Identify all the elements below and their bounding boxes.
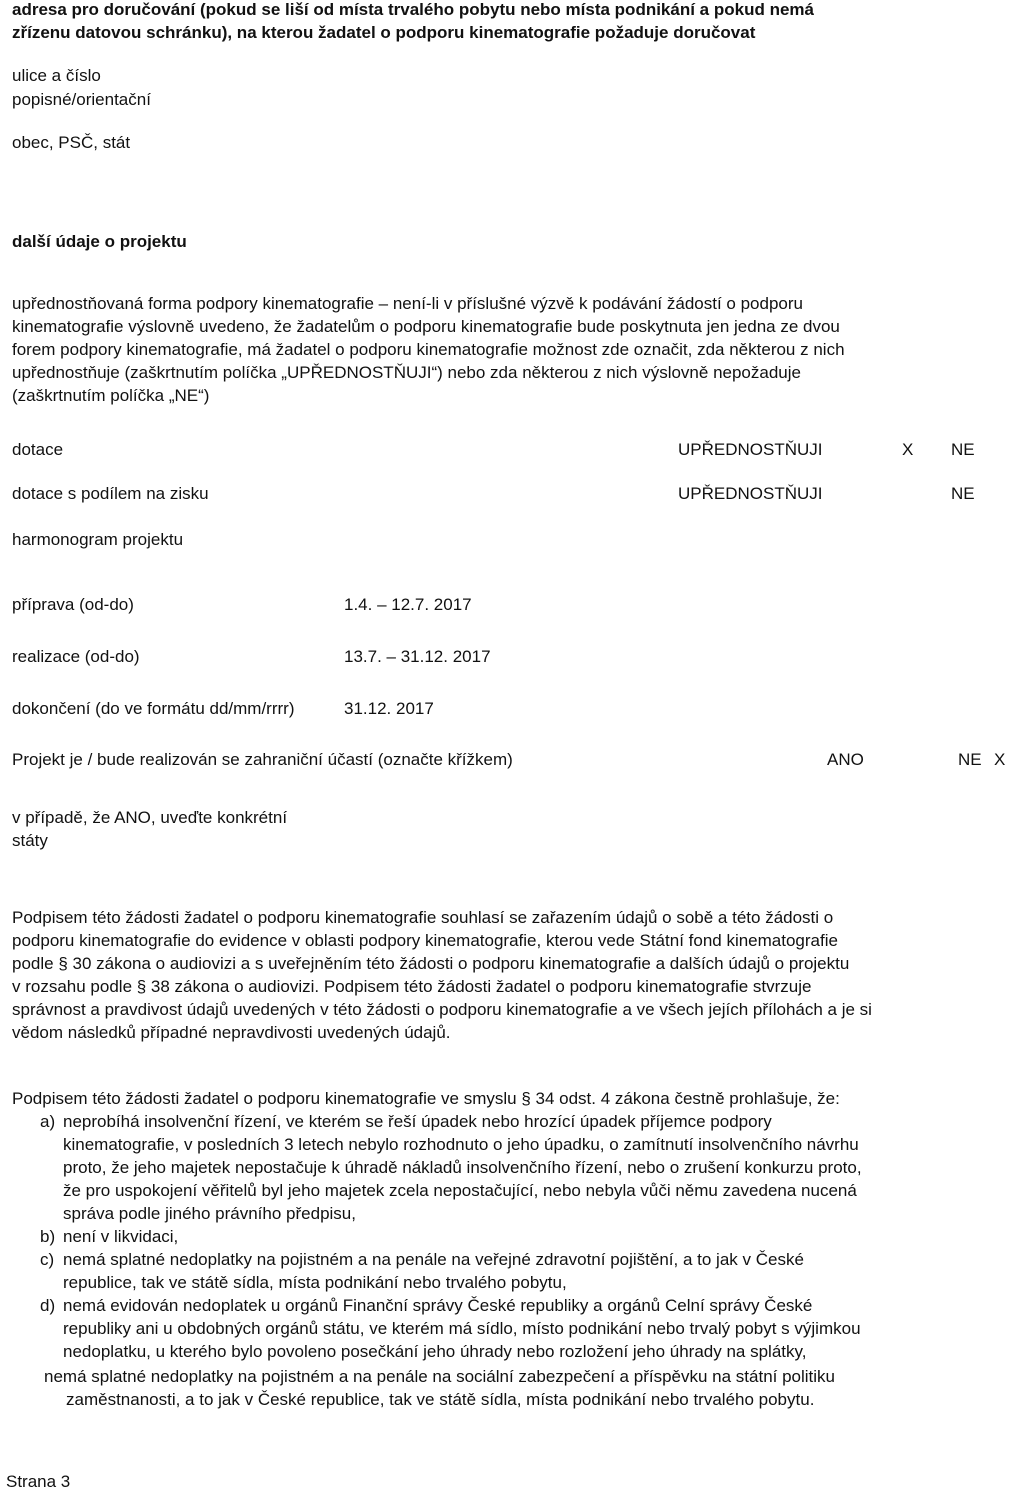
item-line: republiky ani u obdobných orgánů státu, ve kterém má sídlo, místo podnikání nebo trvalý pobyt s výjimkou <box>63 1319 861 1338</box>
project-heading: další údaje o projektu <box>12 232 187 251</box>
item-line: republice, tak ve státě sídla, místa podnikání nebo trvalého pobytu, <box>63 1273 567 1292</box>
done-label: dokončení (do ve formátu dd/mm/rrrr) <box>12 699 295 718</box>
foreign-ne-option[interactable]: NE <box>958 750 982 769</box>
dotace-prefer-option[interactable]: UPŘEDNOSTŇUJI <box>678 440 823 459</box>
preference-line: upřednostňovaná forma podpory kinematografie – není-li v příslušné výzvě k podávání žádostí o podporu <box>12 294 803 313</box>
street-label-2: popisné/orientační <box>12 90 151 109</box>
preference-line: kinematografie výslovně uvedeno, že žadatelům o podporu kinematografie bude poskytnuta jen jedna ze dvou <box>12 317 840 336</box>
preference-line: forem podpory kinematografie, má žadatel o podporu kinematografie možnost zde označit, zda některou z nich <box>12 340 845 359</box>
consent-paragraph <box>12 906 872 1044</box>
consent-line: v rozsahu podle § 38 zákona o audiovizi. Podpisem této žádosti žadatel o podporu kinematografie stvrzuje <box>12 977 812 996</box>
consent-line: správnost a pravdivost údajů uvedených v této žádosti o podporu kinematografie a ve všech jejích přílohách a je si <box>12 1000 872 1019</box>
declaration-item-a <box>40 1110 862 1225</box>
done-value: 31.12. 2017 <box>344 699 434 718</box>
item-line: nedoplatku, u kterého bylo povoleno posečkání jeho úhrady nebo rozložení jeho úhrady na splátky, <box>63 1342 807 1361</box>
dotace-label: dotace <box>12 440 64 459</box>
dotace-zisk-label: dotace s podílem na zisku <box>12 484 209 503</box>
item-line: že pro uspokojení věřitelů byl jeho majetek zcela nepostačující, nebo nebyla vůči němu zavedena nucená <box>63 1181 857 1200</box>
item-line: proto, že jeho majetek nepostačuje k úhradě nákladů insolvenčního řízení, nebo o zrušení konkurzu proto, <box>63 1158 862 1177</box>
preference-line: upřednostňuje (zaškrtnutím políčka „UPŘEDNOSTŇUJI“) nebo zda některou z nich výslovně nepožaduje <box>12 363 801 382</box>
address-heading-line-2: zřízenu datovou schránku), na kterou žadatel o podporu kinematografie požaduje doručovat <box>12 23 756 42</box>
page-number: Strana 3 <box>6 1472 71 1491</box>
prep-label: příprava (od-do) <box>12 595 134 614</box>
schedule-heading: harmonogram projektu <box>12 530 184 549</box>
preference-paragraph <box>12 292 845 407</box>
list-label: a) <box>40 1112 56 1131</box>
states-label-1: v případě, že ANO, uveďte konkrétní <box>12 808 288 827</box>
dotace-ne-option[interactable]: NE <box>951 440 975 459</box>
declaration-item-c <box>40 1248 804 1294</box>
item-line: neprobíhá insolvenční řízení, ve kterém se řeší úpadek nebo hrozící úpadek příjemce podpory <box>63 1112 772 1131</box>
city-label: obec, PSČ, stát <box>12 133 131 152</box>
declaration-extra-line-2: zaměstnanosti, a to jak v České republice, tak ve státě sídla, místa podnikání nebo trvalého pobytu. <box>66 1390 815 1409</box>
item-line: nemá evidován nedoplatek u orgánů Finanční správy České republiky a orgánů Celní správy České <box>63 1296 813 1315</box>
item-line: nemá splatné nedoplatky na pojistném a na penále na veřejné zdravotní pojištění, a to jak v České <box>63 1250 804 1269</box>
consent-line: podle § 30 zákona o audiovizi a s uveřejněním této žádosti o podporu kinematografie a dalších údajů o projektu <box>12 954 850 973</box>
dotace-zisk-prefer-option[interactable]: UPŘEDNOSTŇUJI <box>678 484 823 503</box>
item-line: správa podle jiného právního předpisu, <box>63 1204 356 1223</box>
declaration-item-b <box>40 1225 178 1248</box>
item-line: kinematografie, v posledních 3 letech nebylo rozhodnuto o jeho úpadku, o zamítnutí insolvenčního návrhu <box>63 1135 859 1154</box>
prep-value: 1.4. – 12.7. 2017 <box>344 595 472 614</box>
preference-line: (zaškrtnutím políčka „NE“) <box>12 386 210 405</box>
item-line: není v likvidaci, <box>63 1227 179 1246</box>
consent-line: podporu kinematografie do evidence v oblasti podpory kinematografie, kterou vede Státní fond kinematografie <box>12 931 838 950</box>
consent-line: Podpisem této žádosti žadatel o podporu kinematografie souhlasí se zařazením údajů o sobě a této žádosti o <box>12 908 834 927</box>
declaration-item-d <box>40 1294 861 1363</box>
consent-line: vědom následků případné nepravdivosti uvedených údajů. <box>12 1023 451 1042</box>
states-label-2: státy <box>12 831 48 850</box>
street-label-1: ulice a číslo <box>12 66 101 85</box>
list-label: b) <box>40 1227 56 1246</box>
list-label: c) <box>40 1250 55 1269</box>
list-label: d) <box>40 1296 56 1315</box>
foreign-ne-mark[interactable]: X <box>994 750 1006 769</box>
declaration-intro: Podpisem této žádosti žadatel o podporu kinematografie ve smyslu § 34 odst. 4 zákona čestně prohlašuje, že: <box>12 1089 840 1108</box>
real-label: realizace (od-do) <box>12 647 140 666</box>
foreign-question: Projekt je / bude realizován se zahraniční účastí (označte křížkem) <box>12 750 513 769</box>
address-heading-line-1: adresa pro doručování (pokud se liší od místa trvalého pobytu nebo místa podnikání a pokud nemá <box>12 0 814 19</box>
dotace-prefer-mark[interactable]: X <box>902 440 914 459</box>
dotace-zisk-ne-option[interactable]: NE <box>951 484 975 503</box>
foreign-ano-option[interactable]: ANO <box>827 750 864 769</box>
declaration-extra-line-1: nemá splatné nedoplatky na pojistném a na penále na sociální zabezpečení a příspěvku na státní politiku <box>44 1367 836 1386</box>
real-value: 13.7. – 31.12. 2017 <box>344 647 491 666</box>
